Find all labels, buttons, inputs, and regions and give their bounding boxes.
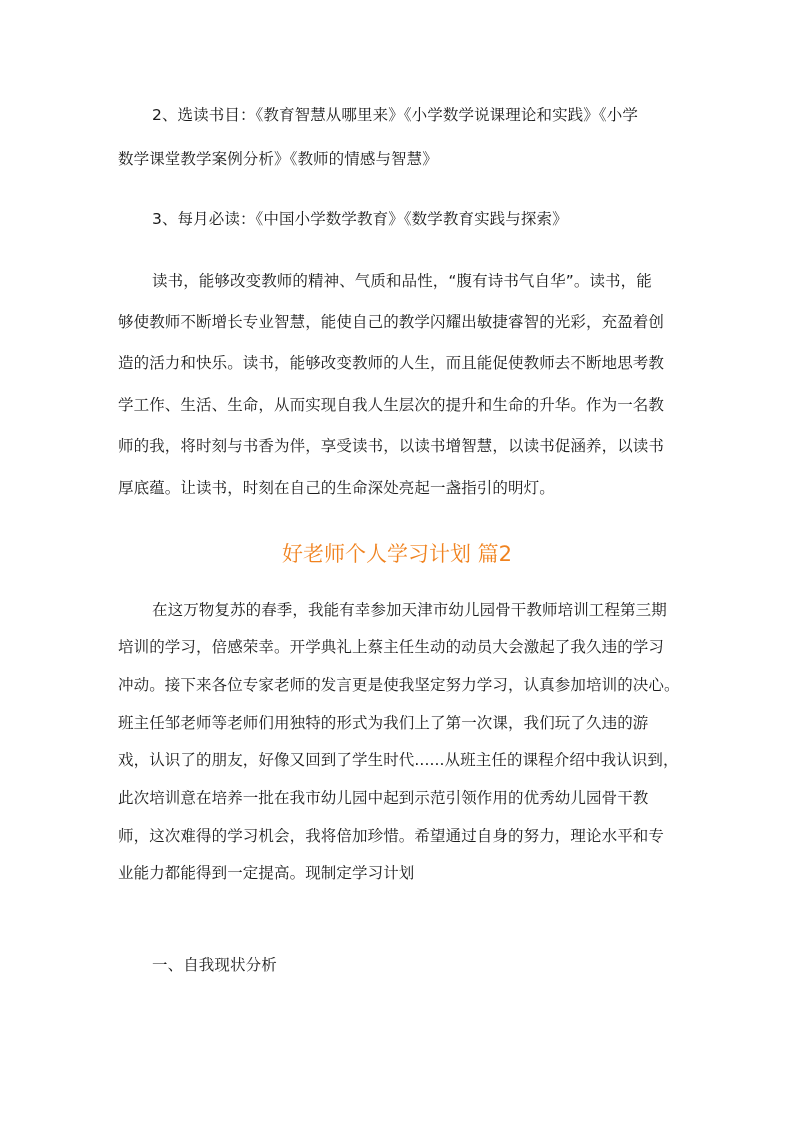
text-line: 够使教师不断增长专业智慧，能使自己的教学闪耀出敏捷睿智的光彩，充盈着创 [118, 313, 665, 331]
text-line: 一、自我现状分析 [152, 956, 277, 974]
text-line: 师，这次难得的学习机会，我将倍加珍惜。希望通过自身的努力，理论水平和专 [118, 827, 665, 845]
text-line: 业能力都能得到一定提高。现制定学习计划 [118, 864, 415, 882]
text-line: 造的活力和快乐。读书，能够改变教师的人生，而且能促使教师去不断地思考教 [118, 354, 665, 372]
text-line: 3、每月必读：《中国小学数学教育》《数学教育实践与探索》 [152, 210, 568, 228]
section-heading: 好老师个人学习计划 篇2 [281, 542, 513, 566]
text-line: 培训的学习，倍感荣幸。开学典礼上蔡主任生动的动员大会激起了我久违的学习 [118, 638, 665, 656]
text-line: 冲动。接下来各位专家老师的发言更是使我坚定努力学习，认真参加培训的决心。 [118, 676, 680, 694]
text-line: 在这万物复苏的春季，我能有幸参加天津市幼儿园骨干教师培训工程第三期 [152, 601, 667, 619]
text-line: 读书，能够改变教师的精神、气质和品性，“腹有诗书气自华”。读书，能 [152, 272, 652, 290]
text-line: 戏，认识了的朋友，好像又回到了学生时代......从班主任的课程介绍中我认识到， [118, 751, 679, 769]
text-line: 厚底蕴。让读书，时刻在自己的生命深处亮起一盏指引的明灯。 [118, 479, 555, 497]
text-line: 班主任邹老师等老师们用独特的形式为我们上了第一次课，我们玩了久违的游 [118, 714, 649, 732]
text-line: 数学课堂教学案例分析》《教师的情感与智慧》 [118, 150, 438, 168]
text-line: 2、选读书目：《教育智慧从哪里来》《小学数学说课理论和实践》《小学 [152, 106, 638, 124]
text-line: 此次培训意在培养一批在我市幼儿园中起到示范引领作用的优秀幼儿园骨干教 [118, 789, 649, 807]
text-line: 师的我，将时刻与书香为伴，享受读书，以读书增智慧，以读书促涵养，以读书 [118, 437, 665, 455]
text-line: 学工作、生活、生命，从而实现自我人生层次的提升和生命的升华。作为一名教 [118, 396, 665, 414]
